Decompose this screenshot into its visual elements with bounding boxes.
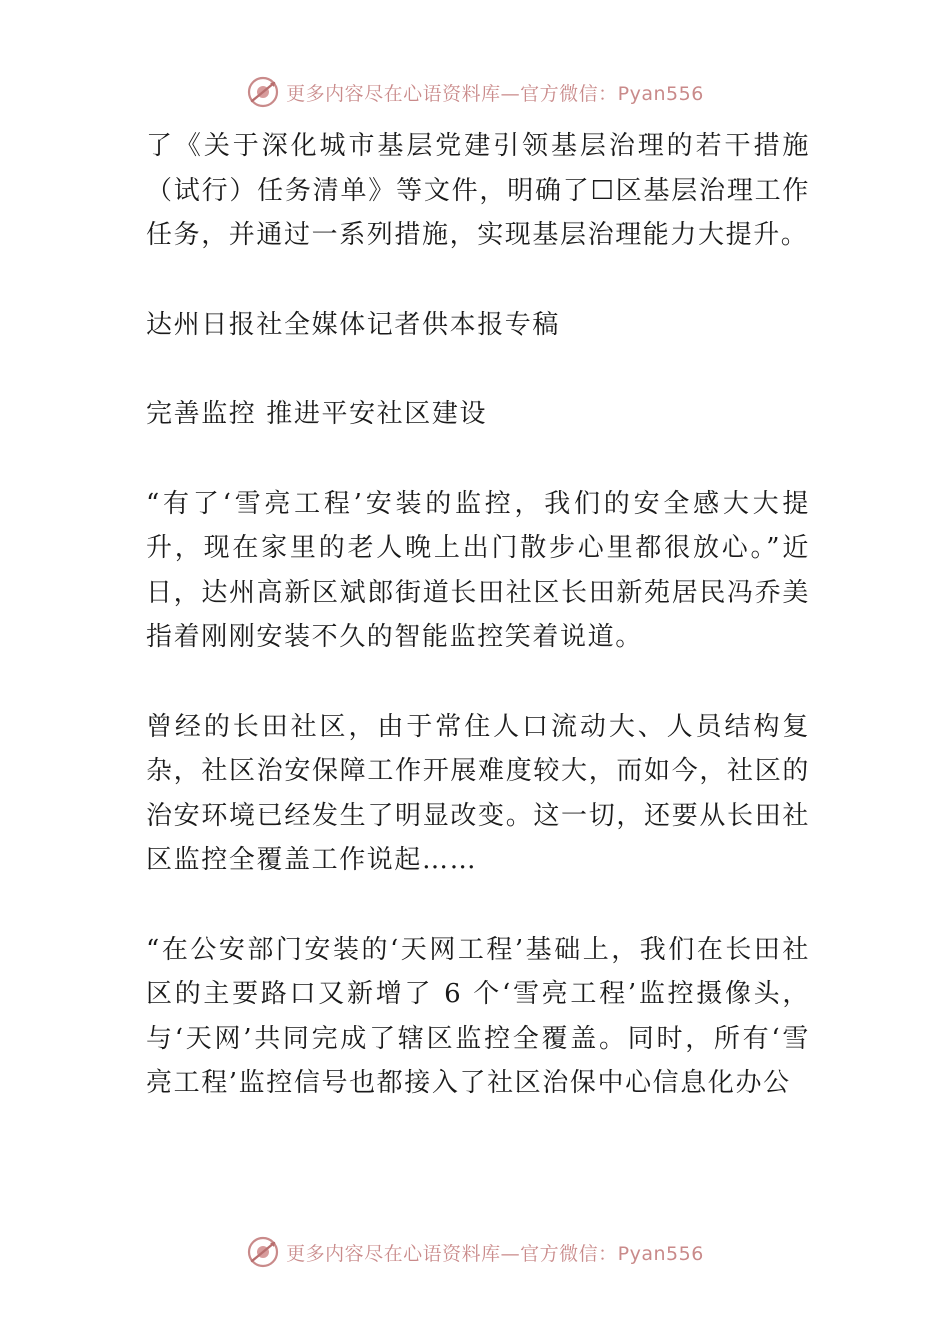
document-body bbox=[146, 124, 810, 1151]
brand-logo-icon bbox=[246, 1235, 280, 1269]
brand-logo-icon bbox=[246, 75, 280, 109]
banner-text: 更多内容尽在心语资料库—官方微信： bbox=[286, 1242, 618, 1265]
paragraph-intro: 了《关于深化城市基层党建引领基层治理的若干措施（试行）任务清单》等文件，明确了☐区基层治理工作任务，并通过一系列措施，实现基层治理能力大提升。 bbox=[146, 131, 810, 250]
footer-banner bbox=[0, 1232, 950, 1272]
paragraph-background: 曾经的长田社区，由于常住人口流动大、人员结构复杂，社区治安保障工作开展难度较大，而如今，社区的治安环境已经发生了明显改变。这一切，还要从长田社区监控全覆盖工作说起…… bbox=[146, 711, 810, 875]
paragraph-quote: “有了‘雪亮工程’安装的监控，我们的安全感大大提升，现在家里的老人晚上出门散步心里都很放心。”近日，达州高新区斌郎街道长田社区长田新苑居民冯乔美指着刚刚安装不久的智能监控笑着说道。 bbox=[146, 488, 810, 652]
header-banner bbox=[0, 72, 950, 112]
section-heading: 完善监控 推进平安社区建设 bbox=[146, 399, 488, 429]
paragraph-monitoring: “在公安部门安装的‘天网工程’基础上，我们在长田社区的主要路口又新增了 6 个‘雪亮工程’监控摄像头，与‘天网’共同完成了辖区监控全覆盖。同时，所有‘雪亮工程’监控信号也都接入了社区治保中心信息化办公 bbox=[146, 934, 810, 1098]
wechat-id: Pyan556 bbox=[617, 1242, 704, 1265]
byline: 达州日报社全媒体记者供本报专稿 bbox=[146, 309, 561, 340]
wechat-id: Pyan556 bbox=[617, 82, 704, 105]
banner-text: 更多内容尽在心语资料库—官方微信： bbox=[286, 82, 618, 105]
